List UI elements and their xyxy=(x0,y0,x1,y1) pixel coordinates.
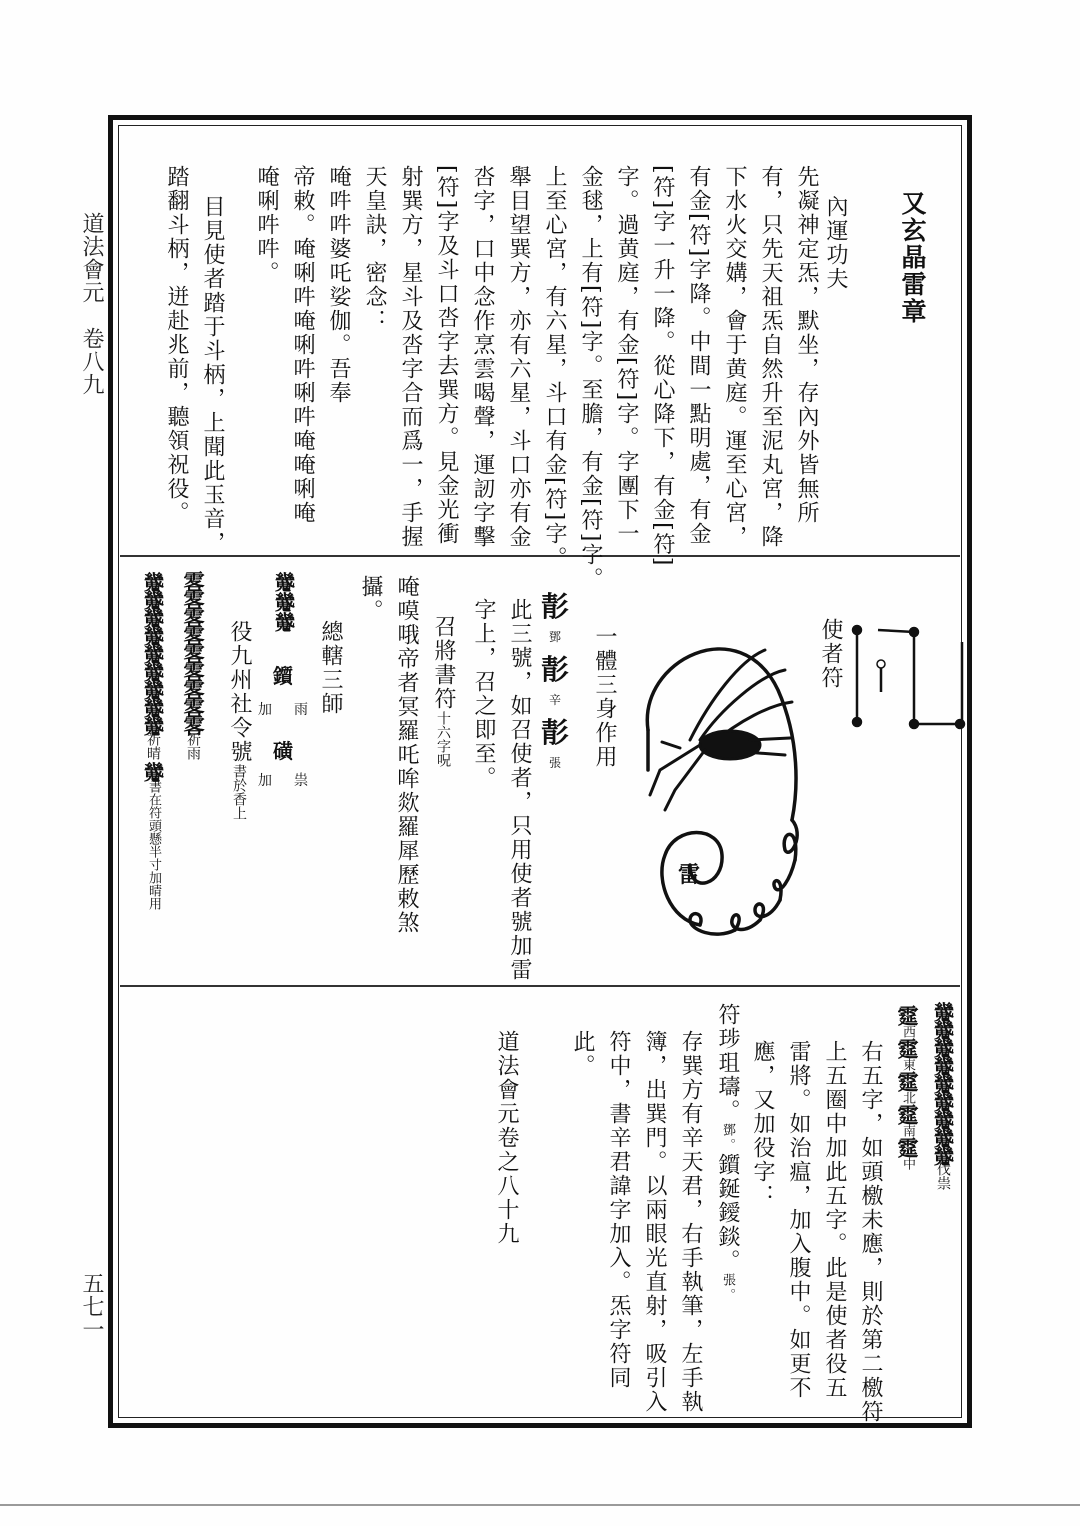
sun-extra-note: 書在符頭懸半寸加晴用 xyxy=(146,780,161,910)
seal-glyph-zhang: 𩇕 xyxy=(540,716,569,749)
dir-label: 中 xyxy=(900,1157,915,1170)
dir-glyph: 𩃀 xyxy=(895,1104,920,1124)
messenger-talisman-figure xyxy=(840,610,970,740)
sub-item-rain xyxy=(258,660,308,719)
text-column: 先凝神定炁，默坐，存內外皆無所 xyxy=(794,165,819,525)
text-column: 唵吽吽婆吒娑伽。吾奉 xyxy=(326,165,351,405)
dir-glyph: 𩃀 xyxy=(895,1005,920,1025)
text-column: 金毬，上有[符]字。至膽，有金[符]字。 xyxy=(578,165,603,592)
dir-label: 東 xyxy=(900,1058,915,1071)
commander-talisman: 𩴆𩴆𩴆 xyxy=(272,570,297,630)
text-column: 有，只先天祖炁自然升至泥丸宮，降 xyxy=(758,165,783,549)
seal-glyph-xin: 𩇕 xyxy=(540,653,569,686)
fu-line-2: 鑕鋋鑀錟。 xyxy=(715,1153,740,1273)
seal-name-xin: 辛 xyxy=(548,693,561,707)
fu-line-note-1: 鄧。 xyxy=(720,1123,735,1153)
talisman-caption: 一體三身作用 xyxy=(592,625,617,769)
sun-talisman: 𩴆𩴆𩴆𩴆𩴆𩴆𩴆𩴆𩴆 xyxy=(141,570,166,732)
dir-glyph: 𩃀 xyxy=(895,1071,920,1091)
commander-title: 總轄三師 xyxy=(318,620,343,716)
sub-item-bottom: 加 xyxy=(258,702,272,718)
thunder-spiral-talisman-figure xyxy=(620,620,820,950)
sub-item-bottom: 加 xyxy=(258,773,272,789)
sub-item-glyph: 磺 xyxy=(273,739,293,763)
sun-extra-glyph: 𩴆 xyxy=(141,760,166,780)
text-column: 射巽方，星斗及呇字合而爲一，手握 xyxy=(398,165,423,549)
summon-heading xyxy=(428,615,459,767)
text-column: 唵唎吽吽。 xyxy=(254,165,279,285)
page-number: 五七一 xyxy=(79,1272,104,1341)
rain-talisman: 𩂣𩂣𩂣𩂣𩂣𩂣𩂣𩂣𩂣 xyxy=(181,570,206,732)
fu-line-1: 符㻉珇璹。 xyxy=(715,1003,740,1123)
fu-line-note-2: 張。 xyxy=(720,1273,735,1303)
seal-name-deng: 鄧 xyxy=(548,630,561,644)
text-column: 呇字，口中念作烹雲喝聲，運訒字擊 xyxy=(470,165,495,549)
quell-talisman: 𩴆𩴆𩴆𩴆𩴆𩴆𩴆𩴆𩴆 xyxy=(931,1000,956,1162)
text-column: 字上，召之即至。 xyxy=(471,598,496,790)
dir-glyph: 𩃀 xyxy=(895,1038,920,1058)
text-column: 天皇訣，密念： xyxy=(362,165,387,333)
incantation-end: 攝。 xyxy=(358,575,383,623)
incantation-column: 唵嗼哦帝者冥羅吒哞欻羅犀歷敕煞 xyxy=(394,575,419,935)
quell-note: 伐祟 xyxy=(935,1162,951,1190)
sub-item-top: 雨 xyxy=(294,702,308,718)
sun-talisman-column xyxy=(140,570,166,910)
text-column: 簿，出巽門。以兩眼光直射，吸引入 xyxy=(642,1030,667,1414)
sun-note: 祈晴 xyxy=(145,732,161,760)
rain-note: 祈雨 xyxy=(185,732,201,760)
text-column: 踏翻斗柄，迸赴兆前，聽領祝役。 xyxy=(164,165,189,525)
dir-label: 北 xyxy=(900,1091,915,1104)
subheading: 內運功夫 xyxy=(823,195,848,291)
order-line xyxy=(224,620,255,820)
order-text: 役九州社令號 xyxy=(227,620,252,764)
sub-item-top: 祟 xyxy=(294,773,308,789)
sub-item-sui xyxy=(258,735,308,790)
sub-item-glyph: 鑕 xyxy=(273,664,293,688)
text-column: 字。過黄庭，有金[符]字。字團下一 xyxy=(614,165,639,547)
seal-name-zhang: 張 xyxy=(548,756,561,770)
text-column: 符中，書辛君諱字加入。炁字符同 xyxy=(606,1030,631,1390)
text-column: 此三號，如召使者，只用使者號加雷 xyxy=(507,598,532,982)
text-column: 此。 xyxy=(570,1030,595,1078)
text-column: 應，又加役字： xyxy=(750,1040,775,1208)
book-title-margin: 道法會元 卷八九 xyxy=(79,212,104,396)
seal-column xyxy=(538,592,572,777)
fu-line xyxy=(712,1003,743,1303)
summon-note: 十六字呪 xyxy=(435,711,451,767)
rain-talisman-column xyxy=(180,570,206,760)
volume-end-title: 道法會元卷之八十九 xyxy=(494,1030,519,1246)
text-column: 下水火交媾，會于黄庭。運至心宮， xyxy=(722,165,747,549)
summon-title: 召將書符 xyxy=(431,615,456,711)
text-column: 存巽方有辛天君，右手執筆，左手執 xyxy=(678,1030,703,1414)
section-divider-lower xyxy=(120,985,960,987)
order-note: 書於香上 xyxy=(231,764,247,820)
talisman-label: 使者符 xyxy=(818,618,843,690)
scan-bottom-edge xyxy=(0,1504,1080,1506)
text-column: 目見使者踏于斗柄，上聞此玉音， xyxy=(200,195,225,555)
chapter-heading: 又玄晶雷章 xyxy=(898,190,927,325)
text-column: 有金[符]字降。中間一點明處，有金 xyxy=(686,165,711,547)
dir-label: 西 xyxy=(900,1025,915,1038)
text-column: [符]字及斗口呇字去巽方。見金光衝 xyxy=(434,165,459,547)
text-column: 帝敕。唵唎吽唵唎吽唎吽唵唵唎唵 xyxy=(290,165,315,525)
thunder-char: 雷 xyxy=(678,862,701,888)
text-column: [符]字一升一降。從心降下，有金[符] xyxy=(650,165,675,568)
seal-glyph-deng: 𩇕 xyxy=(540,590,569,623)
text-column: 舉目望巽方，亦有六星，斗口亦有金 xyxy=(506,165,531,549)
directional-column xyxy=(892,1005,922,1170)
dir-glyph: 𩃀 xyxy=(895,1137,920,1157)
text-column: 右五字，如頭檄未應，則於第二檄符 xyxy=(858,1040,883,1424)
text-column: 上五圈中加此五字。此是使者役五 xyxy=(822,1040,847,1400)
text-column: 上至心宮，有六星，斗口有金[符]字。 xyxy=(542,165,567,571)
dir-label: 南 xyxy=(900,1124,915,1137)
quell-talisman-column xyxy=(930,1000,956,1190)
text-column: 雷將。如治瘟，加入腹中。如更不 xyxy=(786,1040,811,1400)
